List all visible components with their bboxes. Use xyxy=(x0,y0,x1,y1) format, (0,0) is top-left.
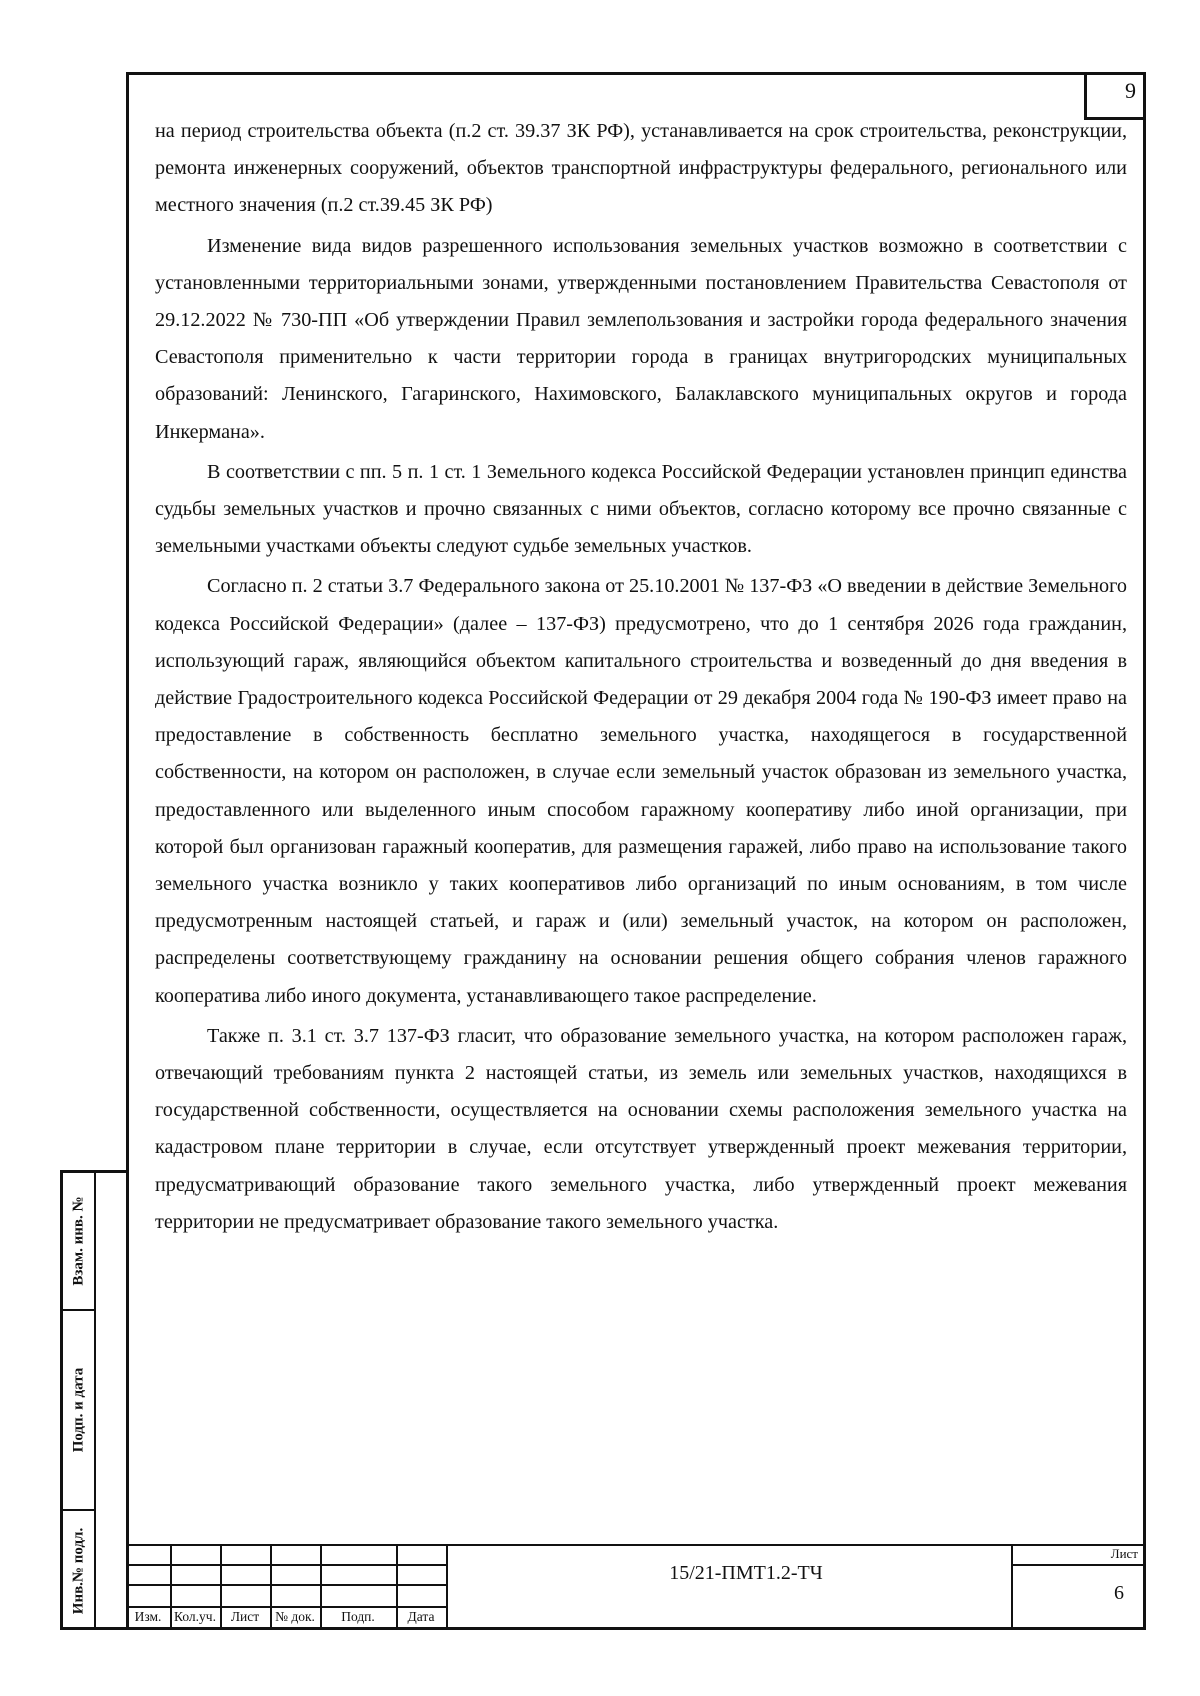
col-head-list: Лист xyxy=(230,1609,260,1624)
col-head-podp: Подп. xyxy=(341,1609,375,1624)
side-cell-podp-data xyxy=(63,1311,96,1511)
paragraph-5: Также п. 3.1 ст. 3.7 137-ФЗ гласит, что образование земельного участка, на котором расположен гараж, отвечающий требованиям пункта 2 настоящей статьи, из земель или земельных участков, находящихся в государственной собственности, осуществляется на основании схемы расположения земельного участка на кадастровом плане территории в случае, если отсутствует утвержденный проект межевания территории, предусматривающий образование такого земельного участка, либо утвержденный проект межевания территории не предусматривает образование такого земельного участка. xyxy=(155,1024,1127,1233)
stamp-row-line-2 xyxy=(126,1584,446,1586)
col-head-data: Дата xyxy=(407,1609,435,1624)
sheet-number: 6 xyxy=(1114,1582,1124,1604)
paragraph-4: Согласно п. 2 статьи 3.7 Федерального закона от 25.10.2001 № 137-ФЗ «О введении в действие Земельного кодекса Российской Федерации» (далее – 137-ФЗ) предусмотрено, что до 1 сентября 2026 года гражданин, использующий гараж, являющийся объектом капитального строительства и возведенный до дня введения в действие Градостроительного кодекса Российской Федерации от 29 декабря 2004 года № 190-ФЗ имеет право на предоставление в собственность бесплатно земельного участка, находящегося в государственной собственности, на котором он расположен, в случае если земельный участок образован из земельного участка, предоставленного или выделенного иным способом гаражному кооперативу либо иной организации, при которой был организован гаражный кооператив, для размещения гаражей, либо право на использование такого земельного участка возникло у таких кооперативов либо организаций по иным основаниям, в том числе предусмотренным настоящей статьей, и гараж и (или) земельный участок, на котором он расположен, распределены соответствующему гражданину на основании решения общего собрания членов гаражного кооператива либо иного документа, устанавливающего такое распределение. xyxy=(155,575,1127,1007)
page-number-value: 9 xyxy=(1125,78,1136,103)
col-head-izm: Изм. xyxy=(134,1609,162,1624)
side-label-inv-podl: Инв.№ подл. xyxy=(70,1527,86,1614)
paragraph-3: В соответствии с пп. 5 п. 1 ст. 1 Земельного кодекса Российской Федерации установлен принцип единства судьбы земельных участков и прочно связанных с ними объектов, согласно которому все прочно связанные с земельными участками объекты следуют судьбе земельных участков. xyxy=(155,460,1127,558)
side-label-podp-data: Подп. и дата xyxy=(70,1367,86,1453)
col-head-n-dok: № док. xyxy=(275,1609,315,1624)
stamp-col-line-6 xyxy=(446,1544,448,1630)
stamp-top-line xyxy=(126,1544,1146,1546)
paragraph-2: Изменение вида видов разрешенного использования земельных участков возможно в соответствии с установленными территориальными зонами, утвержденными постановлением Правительства Севастополя от 29.12.2022 № 730-ПП «Об утверждении Правил землепользования и застройки города федерального значения Севастополя применительно к части территории города в границах внутригородских муниципальных образований: Ленинского, Гагаринского, Нахимовского, Балаклавского муниципальных округов и города Инкермана». xyxy=(155,234,1127,443)
stamp-row-line-1 xyxy=(126,1564,446,1566)
side-cell-inv-podl xyxy=(63,1511,96,1630)
sheet-label: Лист xyxy=(1110,1546,1138,1561)
col-head-kol-uch: Кол.уч. xyxy=(174,1609,216,1624)
stamp-sheet-line xyxy=(1011,1564,1146,1566)
title-block xyxy=(126,1544,1146,1630)
paragraph-1: на период строительства объекта (п.2 ст. 39.37 ЗК РФ), устанавливается на срок строительства, реконструкции, ремонта инженерных сооружений, объектов транспортной инфраструктуры федерального, регионального или местного значения (п.2 ст.39.45 ЗК РФ) xyxy=(155,120,1127,217)
document-code: 15/21-ПМТ1.2-ТЧ xyxy=(669,1562,823,1584)
side-stamp xyxy=(60,1170,126,1630)
document-body xyxy=(155,113,1127,1244)
side-label-vzam-inv: Взам. инв. № xyxy=(70,1196,86,1286)
side-cell-vzam-inv xyxy=(63,1173,96,1311)
